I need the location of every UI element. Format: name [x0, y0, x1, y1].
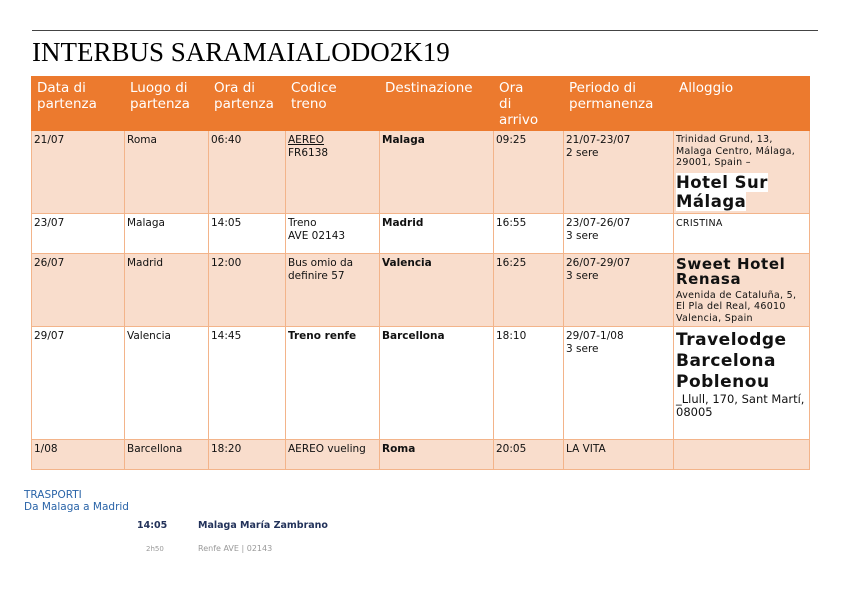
- cell-code: Treno renfe: [286, 327, 380, 440]
- cell-time: 14:45: [209, 327, 286, 440]
- table-row: [32, 327, 810, 440]
- lodging-address: _Llull, 170, Sant Martí, 08005: [676, 392, 805, 419]
- cell-code: AEREO FR6138: [286, 131, 380, 214]
- lodging-address: Trinidad Grund, 13, Malaga Centro, Málaga, 29001, Spain –: [676, 134, 796, 168]
- cell-destination: Roma: [380, 440, 494, 470]
- cell-time: 06:40: [209, 131, 286, 214]
- cell-arrival: 16:55: [494, 213, 564, 253]
- lodging-name: Sweet Hotel Renasa: [676, 254, 786, 288]
- cell-period: 21/07-23/07 2 sere: [564, 131, 674, 214]
- cell-date: 26/07: [32, 253, 125, 327]
- page-title: INTERBUS SARAMAIALODO2K19: [32, 37, 450, 67]
- header-arrival: Ora di arrivo: [494, 77, 564, 131]
- cell-place: Malaga: [125, 213, 209, 253]
- cell-arrival: 20:05: [494, 440, 564, 470]
- cell-code: Treno AVE 02143: [286, 213, 380, 253]
- cell-date: 29/07: [32, 327, 125, 440]
- header-date: Data di partenza: [32, 77, 125, 131]
- table-header-row: [32, 77, 810, 131]
- transport-stations: Malaga María Zambrano: [198, 520, 328, 531]
- cell-date: 21/07: [32, 131, 125, 214]
- cell-lodging: [674, 213, 810, 253]
- table-row: [32, 440, 810, 470]
- transport-heading: TRASPORTI: [24, 489, 82, 501]
- header-lodging: Alloggio: [674, 77, 810, 131]
- top-rule: [32, 30, 818, 31]
- transport-info: Renfe AVE | 02143: [198, 544, 273, 553]
- table-row: [32, 253, 810, 327]
- cell-time: 14:05: [209, 213, 286, 253]
- cell-destination: Valencia: [380, 253, 494, 327]
- cell-period: 26/07-29/07 3 sere: [564, 253, 674, 327]
- transport-time: 14:05: [137, 520, 168, 531]
- header-place: Luogo di partenza: [125, 77, 209, 131]
- cell-period: 29/07-1/08 3 sere: [564, 327, 674, 440]
- header-code: Codice treno: [286, 77, 380, 131]
- lodging-name: CRISTINA: [676, 217, 723, 229]
- cell-date: 1/08: [32, 440, 125, 470]
- cell-period: LA VITA: [564, 440, 674, 470]
- cell-place: Roma: [125, 131, 209, 214]
- cell-destination: Madrid: [380, 213, 494, 253]
- table-row: [32, 213, 810, 253]
- cell-place: Barcellona: [125, 440, 209, 470]
- cell-lodging: [674, 131, 810, 214]
- header-time: Ora di partenza: [209, 77, 286, 131]
- transport-duration: 2h50: [146, 545, 164, 553]
- header-destination: Destinazione: [380, 77, 494, 131]
- cell-time: 18:20: [209, 440, 286, 470]
- cell-code: AEREO vueling: [286, 440, 380, 470]
- cell-lodging: [674, 440, 810, 470]
- cell-arrival: 16:25: [494, 253, 564, 327]
- cell-destination: Malaga: [380, 131, 494, 214]
- lodging-address: Avenida de Cataluña, 5, El Pla del Real, 46010 Valencia, Spain: [676, 289, 797, 324]
- transport-route: Da Malaga a Madrid: [24, 501, 129, 513]
- cell-place: Madrid: [125, 253, 209, 327]
- cell-arrival: 09:25: [494, 131, 564, 214]
- cell-code: Bus omio da definire 57: [286, 253, 380, 327]
- cell-arrival: 18:10: [494, 327, 564, 440]
- itinerary-table: [31, 76, 810, 470]
- header-period: Periodo di permanenza: [564, 77, 674, 131]
- transport-section: [24, 489, 129, 513]
- cell-date: 23/07: [32, 213, 125, 253]
- cell-time: 12:00: [209, 253, 286, 327]
- lodging-name: Travelodge Barcelona Poblenou: [676, 330, 787, 392]
- lodging-name: Hotel Sur Málaga: [676, 172, 768, 211]
- cell-place: Valencia: [125, 327, 209, 440]
- cell-lodging: [674, 327, 810, 440]
- table-row: [32, 131, 810, 214]
- cell-period: 23/07-26/07 3 sere: [564, 213, 674, 253]
- cell-lodging: [674, 253, 810, 327]
- cell-destination: Barcellona: [380, 327, 494, 440]
